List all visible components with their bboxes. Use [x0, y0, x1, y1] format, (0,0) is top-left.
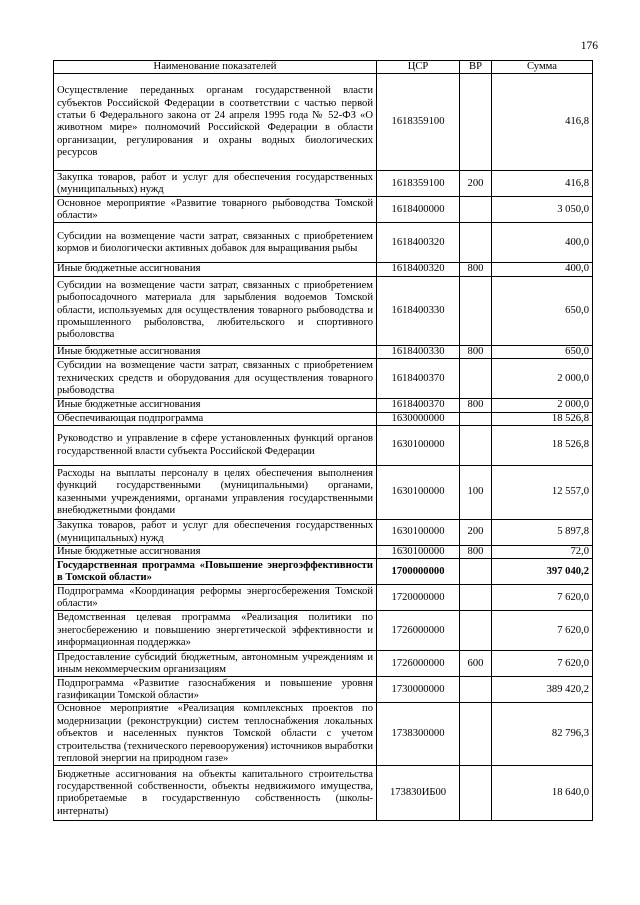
cell-name: Государственная программа «Повышение энергоэффективности в Томской области»: [54, 559, 377, 585]
cell-name: Иные бюджетные ассигнования: [54, 546, 377, 559]
cell-sum: 7 620,0: [492, 585, 593, 611]
page-number: 176: [580, 40, 598, 52]
cell-csr: 173830ИБ00: [377, 766, 460, 821]
cell-vr: [460, 276, 492, 345]
cell-sum: 12 557,0: [492, 466, 593, 520]
cell-vr: [460, 766, 492, 821]
cell-name: Предоставление субсидий бюджетным, автономным учреждениям и иным некоммерческим организациям: [54, 651, 377, 677]
header-vr: ВР: [460, 61, 492, 74]
cell-csr: 1726000000: [377, 651, 460, 677]
cell-vr: 800: [460, 399, 492, 412]
table-row: [54, 74, 593, 171]
cell-sum: 18 526,8: [492, 426, 593, 466]
table-row: [54, 611, 593, 651]
cell-csr: 1630100000: [377, 426, 460, 466]
cell-vr: [460, 585, 492, 611]
cell-sum: 72,0: [492, 546, 593, 559]
cell-name: Обеспечивающая подпрограмма: [54, 412, 377, 425]
table-row: [54, 345, 593, 358]
table-row: [54, 412, 593, 425]
cell-name: Подпрограмма «Координация реформы энергосбережения Томской области»: [54, 585, 377, 611]
cell-csr: 1618400320: [377, 223, 460, 263]
cell-vr: 100: [460, 466, 492, 520]
cell-csr: 1700000000: [377, 559, 460, 585]
table-row: [54, 559, 593, 585]
cell-sum: 18 640,0: [492, 766, 593, 821]
cell-sum: 400,0: [492, 263, 593, 276]
cell-name: Бюджетные ассигнования на объекты капитального строительства государственной собственности, объекты недвижимого имущества, приобретаемые в государственную собственность (школы-интернаты): [54, 766, 377, 821]
cell-vr: [460, 677, 492, 703]
header-sum: Сумма: [492, 61, 593, 74]
cell-csr: 1618400320: [377, 263, 460, 276]
cell-vr: [460, 611, 492, 651]
cell-sum: 3 050,0: [492, 197, 593, 223]
table-row: [54, 359, 593, 399]
cell-name: Субсидии на возмещение части затрат, связанных с приобретением технических средств и оборудования для осуществления товарного рыбоводства: [54, 359, 377, 399]
cell-name: Основное мероприятие «Реализация комплексных проектов по модернизации (реконструкции) систем теплоснабжения локальных объектов и населенных пунктов Томской области с учетом строительства (технического перевооружения) источников выработки тепловой энергии на природном газе»: [54, 703, 377, 766]
cell-sum: 2 000,0: [492, 359, 593, 399]
cell-name: Руководство и управление в сфере установленных функций органов государственной власти субъекта Российской Федерации: [54, 426, 377, 466]
table-row: [54, 766, 593, 821]
budget-table: [53, 60, 593, 821]
cell-vr: 800: [460, 546, 492, 559]
cell-sum: 650,0: [492, 345, 593, 358]
cell-vr: [460, 426, 492, 466]
header-csr: ЦСР: [377, 61, 460, 74]
table-body: [54, 74, 593, 821]
cell-name: Иные бюджетные ассигнования: [54, 263, 377, 276]
cell-sum: 82 796,3: [492, 703, 593, 766]
table-header-row: [54, 61, 593, 74]
cell-csr: 1618400330: [377, 345, 460, 358]
cell-vr: [460, 559, 492, 585]
cell-csr: 1630100000: [377, 466, 460, 520]
cell-name: Основное мероприятие «Развитие товарного рыбоводства Томской области»: [54, 197, 377, 223]
cell-sum: 389 420,2: [492, 677, 593, 703]
cell-vr: 200: [460, 171, 492, 197]
cell-sum: 2 000,0: [492, 399, 593, 412]
cell-name: Субсидии на возмещение части затрат, связанных с приобретением рыбопосадочного материала для зарыбления водоемов Томской области, используемых для осуществления товарного рыбоводства и промышленного рыболовства, любительского и спортивного рыболовства: [54, 276, 377, 345]
table-row: [54, 276, 593, 345]
cell-csr: 1618400370: [377, 359, 460, 399]
cell-sum: 397 040,2: [492, 559, 593, 585]
cell-csr: 1630100000: [377, 546, 460, 559]
cell-name: Расходы на выплаты персоналу в целях обеспечения выполнения функций государственными (муниципальными) органами, казенными учреждениями, органами управления государственными внебюджетными фондами: [54, 466, 377, 520]
cell-name: Осуществление переданных органам государственной власти субъектов Российской Федерации в соответствии с частью первой статьи 6 Федерального закона от 24 апреля 1995 года № 52-ФЗ «О животном мире» полномочий Российской Федерации в области организации, регулирования и охраны водных биологических ресурсов: [54, 74, 377, 171]
cell-vr: 600: [460, 651, 492, 677]
header-name: Наименование показателей: [54, 61, 377, 74]
table-row: [54, 263, 593, 276]
table-row: [54, 223, 593, 263]
table-row: [54, 546, 593, 559]
cell-vr: 800: [460, 263, 492, 276]
cell-sum: 5 897,8: [492, 520, 593, 546]
cell-name: Ведомственная целевая программа «Реализация политики по энегосбережению и повышению энергетической эффективности и информационная поддержка»: [54, 611, 377, 651]
cell-sum: 416,8: [492, 171, 593, 197]
cell-csr: 1630100000: [377, 520, 460, 546]
table-row: [54, 197, 593, 223]
table-row: [54, 585, 593, 611]
cell-name: Иные бюджетные ассигнования: [54, 345, 377, 358]
table-row: [54, 171, 593, 197]
table-row: [54, 399, 593, 412]
cell-sum: 18 526,8: [492, 412, 593, 425]
cell-vr: [460, 223, 492, 263]
cell-csr: 1630000000: [377, 412, 460, 425]
cell-sum: 400,0: [492, 223, 593, 263]
cell-csr: 1618359100: [377, 74, 460, 171]
table-row: [54, 466, 593, 520]
cell-sum: 7 620,0: [492, 651, 593, 677]
table-row: [54, 520, 593, 546]
cell-name: Закупка товаров, работ и услуг для обеспечения государственных (муниципальных) нужд: [54, 520, 377, 546]
cell-vr: [460, 197, 492, 223]
cell-csr: 1618359100: [377, 171, 460, 197]
cell-vr: [460, 359, 492, 399]
cell-name: Закупка товаров, работ и услуг для обеспечения государственных (муниципальных) нужд: [54, 171, 377, 197]
cell-name: Субсидии на возмещение части затрат, связанных с приобретением кормов и биологически активных добавок для выращивания рыбы: [54, 223, 377, 263]
cell-vr: [460, 412, 492, 425]
cell-name: Иные бюджетные ассигнования: [54, 399, 377, 412]
cell-csr: 1726000000: [377, 611, 460, 651]
cell-vr: [460, 74, 492, 171]
cell-csr: 1730000000: [377, 677, 460, 703]
table-row: [54, 703, 593, 766]
cell-name: Подпрограмма «Развитие газоснабжения и повышение уровня газификации Томской области»: [54, 677, 377, 703]
cell-sum: 650,0: [492, 276, 593, 345]
cell-csr: 1618400370: [377, 399, 460, 412]
cell-sum: 7 620,0: [492, 611, 593, 651]
cell-vr: 200: [460, 520, 492, 546]
table-row: [54, 677, 593, 703]
cell-csr: 1738300000: [377, 703, 460, 766]
table-row: [54, 651, 593, 677]
cell-sum: 416,8: [492, 74, 593, 171]
cell-csr: 1618400000: [377, 197, 460, 223]
cell-csr: 1618400330: [377, 276, 460, 345]
table-row: [54, 426, 593, 466]
cell-csr: 1720000000: [377, 585, 460, 611]
cell-vr: [460, 703, 492, 766]
cell-vr: 800: [460, 345, 492, 358]
